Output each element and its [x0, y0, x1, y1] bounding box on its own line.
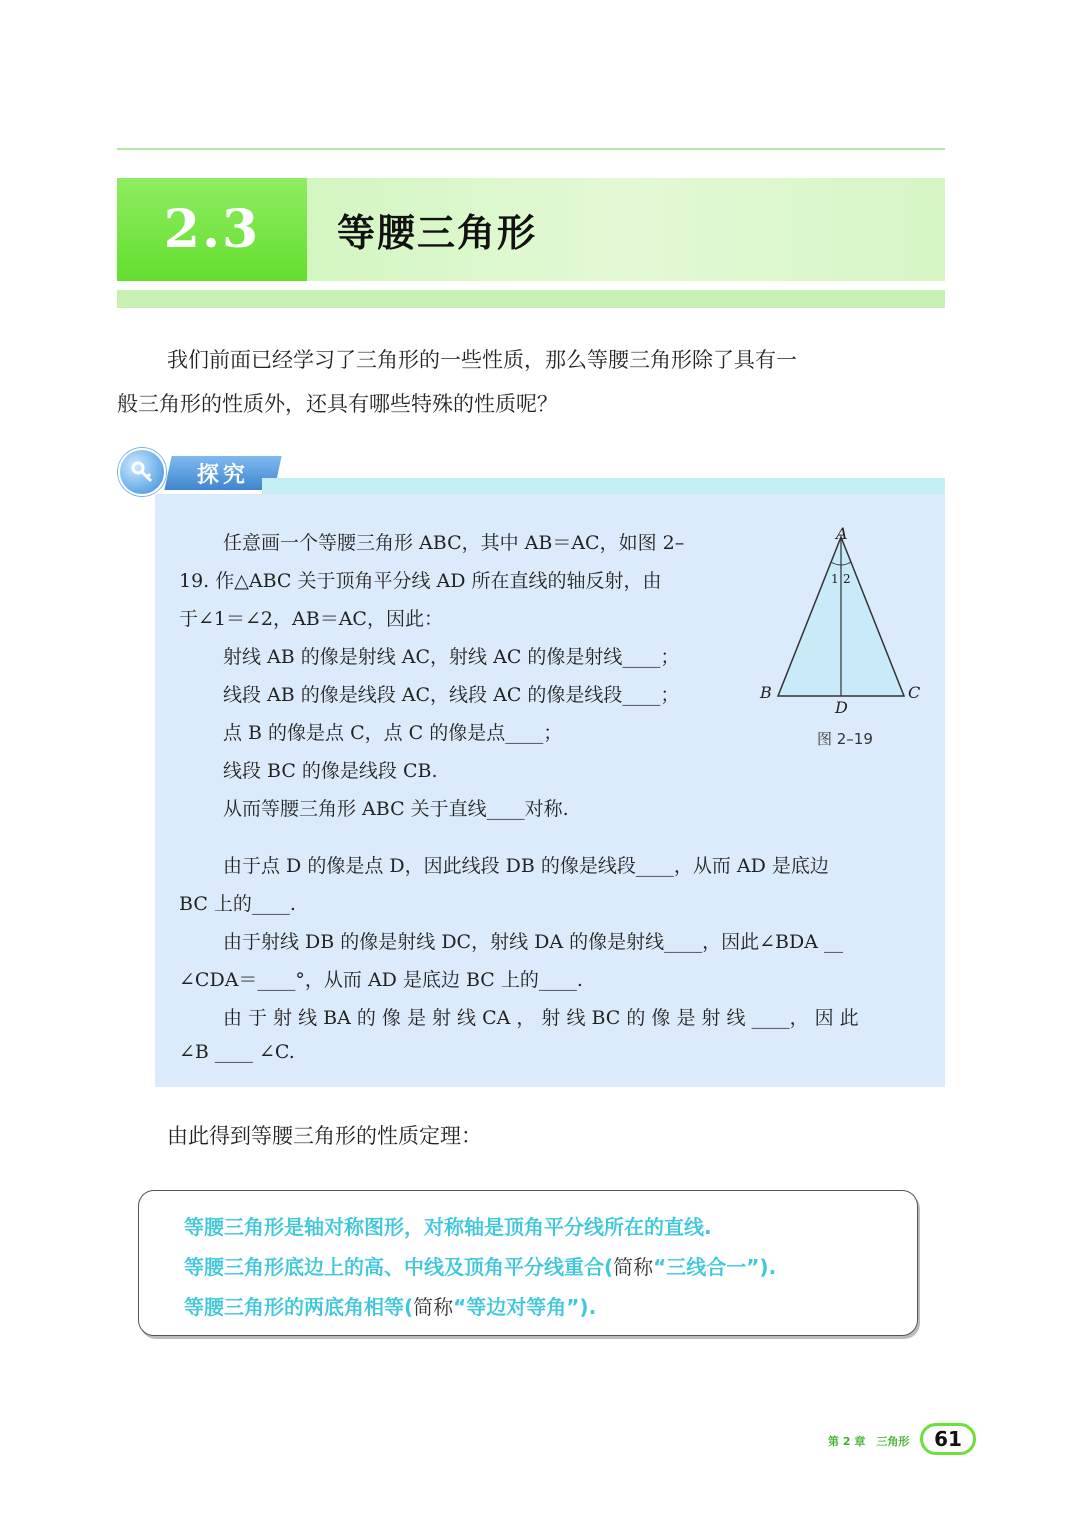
section-number: 2.3	[163, 199, 261, 260]
explore-line: 线段 AB 的像是线段 AC，线段 AC 的像是线段____；	[223, 684, 680, 706]
theorem-line-2-abbr: 简称	[613, 1255, 654, 1279]
explore-line: 射线 AB 的像是射线 AC，射线 AC 的像是射线____；	[223, 646, 680, 668]
theorem-line-2	[184, 1251, 776, 1280]
intro-paragraph	[117, 338, 917, 426]
explore-line: 由于射线 DB 的像是射线 DC，射线 DA 的像是射线____，因此∠BDA __	[223, 931, 843, 953]
label-d: D	[835, 698, 848, 717]
label-b: B	[760, 683, 772, 702]
triangle-figure	[750, 520, 930, 760]
explore-line: BC 上的____.	[179, 893, 296, 915]
intro-line-1: 我们前面已经学习了三角形的一些性质，那么等腰三角形除了具有一	[167, 348, 797, 372]
explore-line: 点 B 的像是点 C，点 C 的像是点____；	[223, 722, 563, 744]
explore-header-bar	[262, 478, 945, 494]
page-number: 61	[934, 1427, 962, 1451]
theorem-line-2-quote: “三线合一”).	[653, 1255, 777, 1279]
section-title: 等腰三角形	[337, 211, 538, 255]
conclusion-text: 由此得到等腰三角形的性质定理：	[167, 1124, 482, 1148]
explore-line: 于∠1＝∠2，AB＝AC，因此：	[179, 608, 443, 630]
explore-tab	[118, 448, 278, 494]
theorem-line-3-main: 等腰三角形的两底角相等(	[184, 1295, 414, 1319]
top-rule	[117, 148, 945, 150]
section-header	[117, 178, 945, 281]
explore-line: 任意画一个等腰三角形 ABC，其中 AB＝AC，如图 2–	[223, 532, 685, 554]
page-number-badge	[920, 1423, 976, 1455]
intro-line-2: 般三角形的性质外，还具有哪些特殊的性质呢？	[117, 392, 558, 416]
explore-line: ∠CDA＝____°，从而 AD 是底边 BC 上的____.	[179, 969, 583, 991]
section-title-box	[307, 178, 945, 281]
theorem-line-3-abbr: 简称	[413, 1295, 454, 1319]
label-angle-1: 1	[831, 572, 839, 586]
theorem-line-2-main: 等腰三角形底边上的高、中线及顶角平分线重合(	[184, 1255, 614, 1279]
theorem-box	[138, 1190, 918, 1336]
section-underbar	[117, 290, 945, 308]
label-angle-2: 2	[843, 572, 851, 586]
explore-line: 19. 作△ABC 关于顶角平分线 AD 所在直线的轴反射，由	[179, 570, 662, 592]
explore-line: ∠B ____ ∠C.	[179, 1041, 295, 1063]
footer-chapter: 第 2 章 三角形	[828, 1435, 910, 1448]
theorem-line-3-quote: “等边对等角”).	[453, 1295, 597, 1319]
explore-line: 由 于 射 线 BA 的 像 是 射 线 CA ， 射 线 BC 的 像 是 射 线 ____， 因 此	[223, 1007, 859, 1029]
explore-line: 从而等腰三角形 ABC 关于直线____对称.	[223, 798, 569, 820]
section-number-box	[117, 178, 307, 281]
explore-label: 探究	[196, 462, 249, 488]
theorem-line-1: 等腰三角形是轴对称图形，对称轴是顶角平分线所在的直线.	[184, 1215, 712, 1239]
label-c: C	[908, 683, 921, 702]
label-a: A	[836, 524, 848, 543]
figure-caption: 图 2–19	[817, 730, 873, 748]
explore-line: 由于点 D 的像是点 D，因此线段 DB 的像是线段____，从而 AD 是底边	[223, 855, 829, 877]
explore-line: 线段 BC 的像是线段 CB.	[223, 760, 438, 782]
theorem-line-3	[184, 1291, 596, 1320]
key-icon	[118, 448, 166, 496]
